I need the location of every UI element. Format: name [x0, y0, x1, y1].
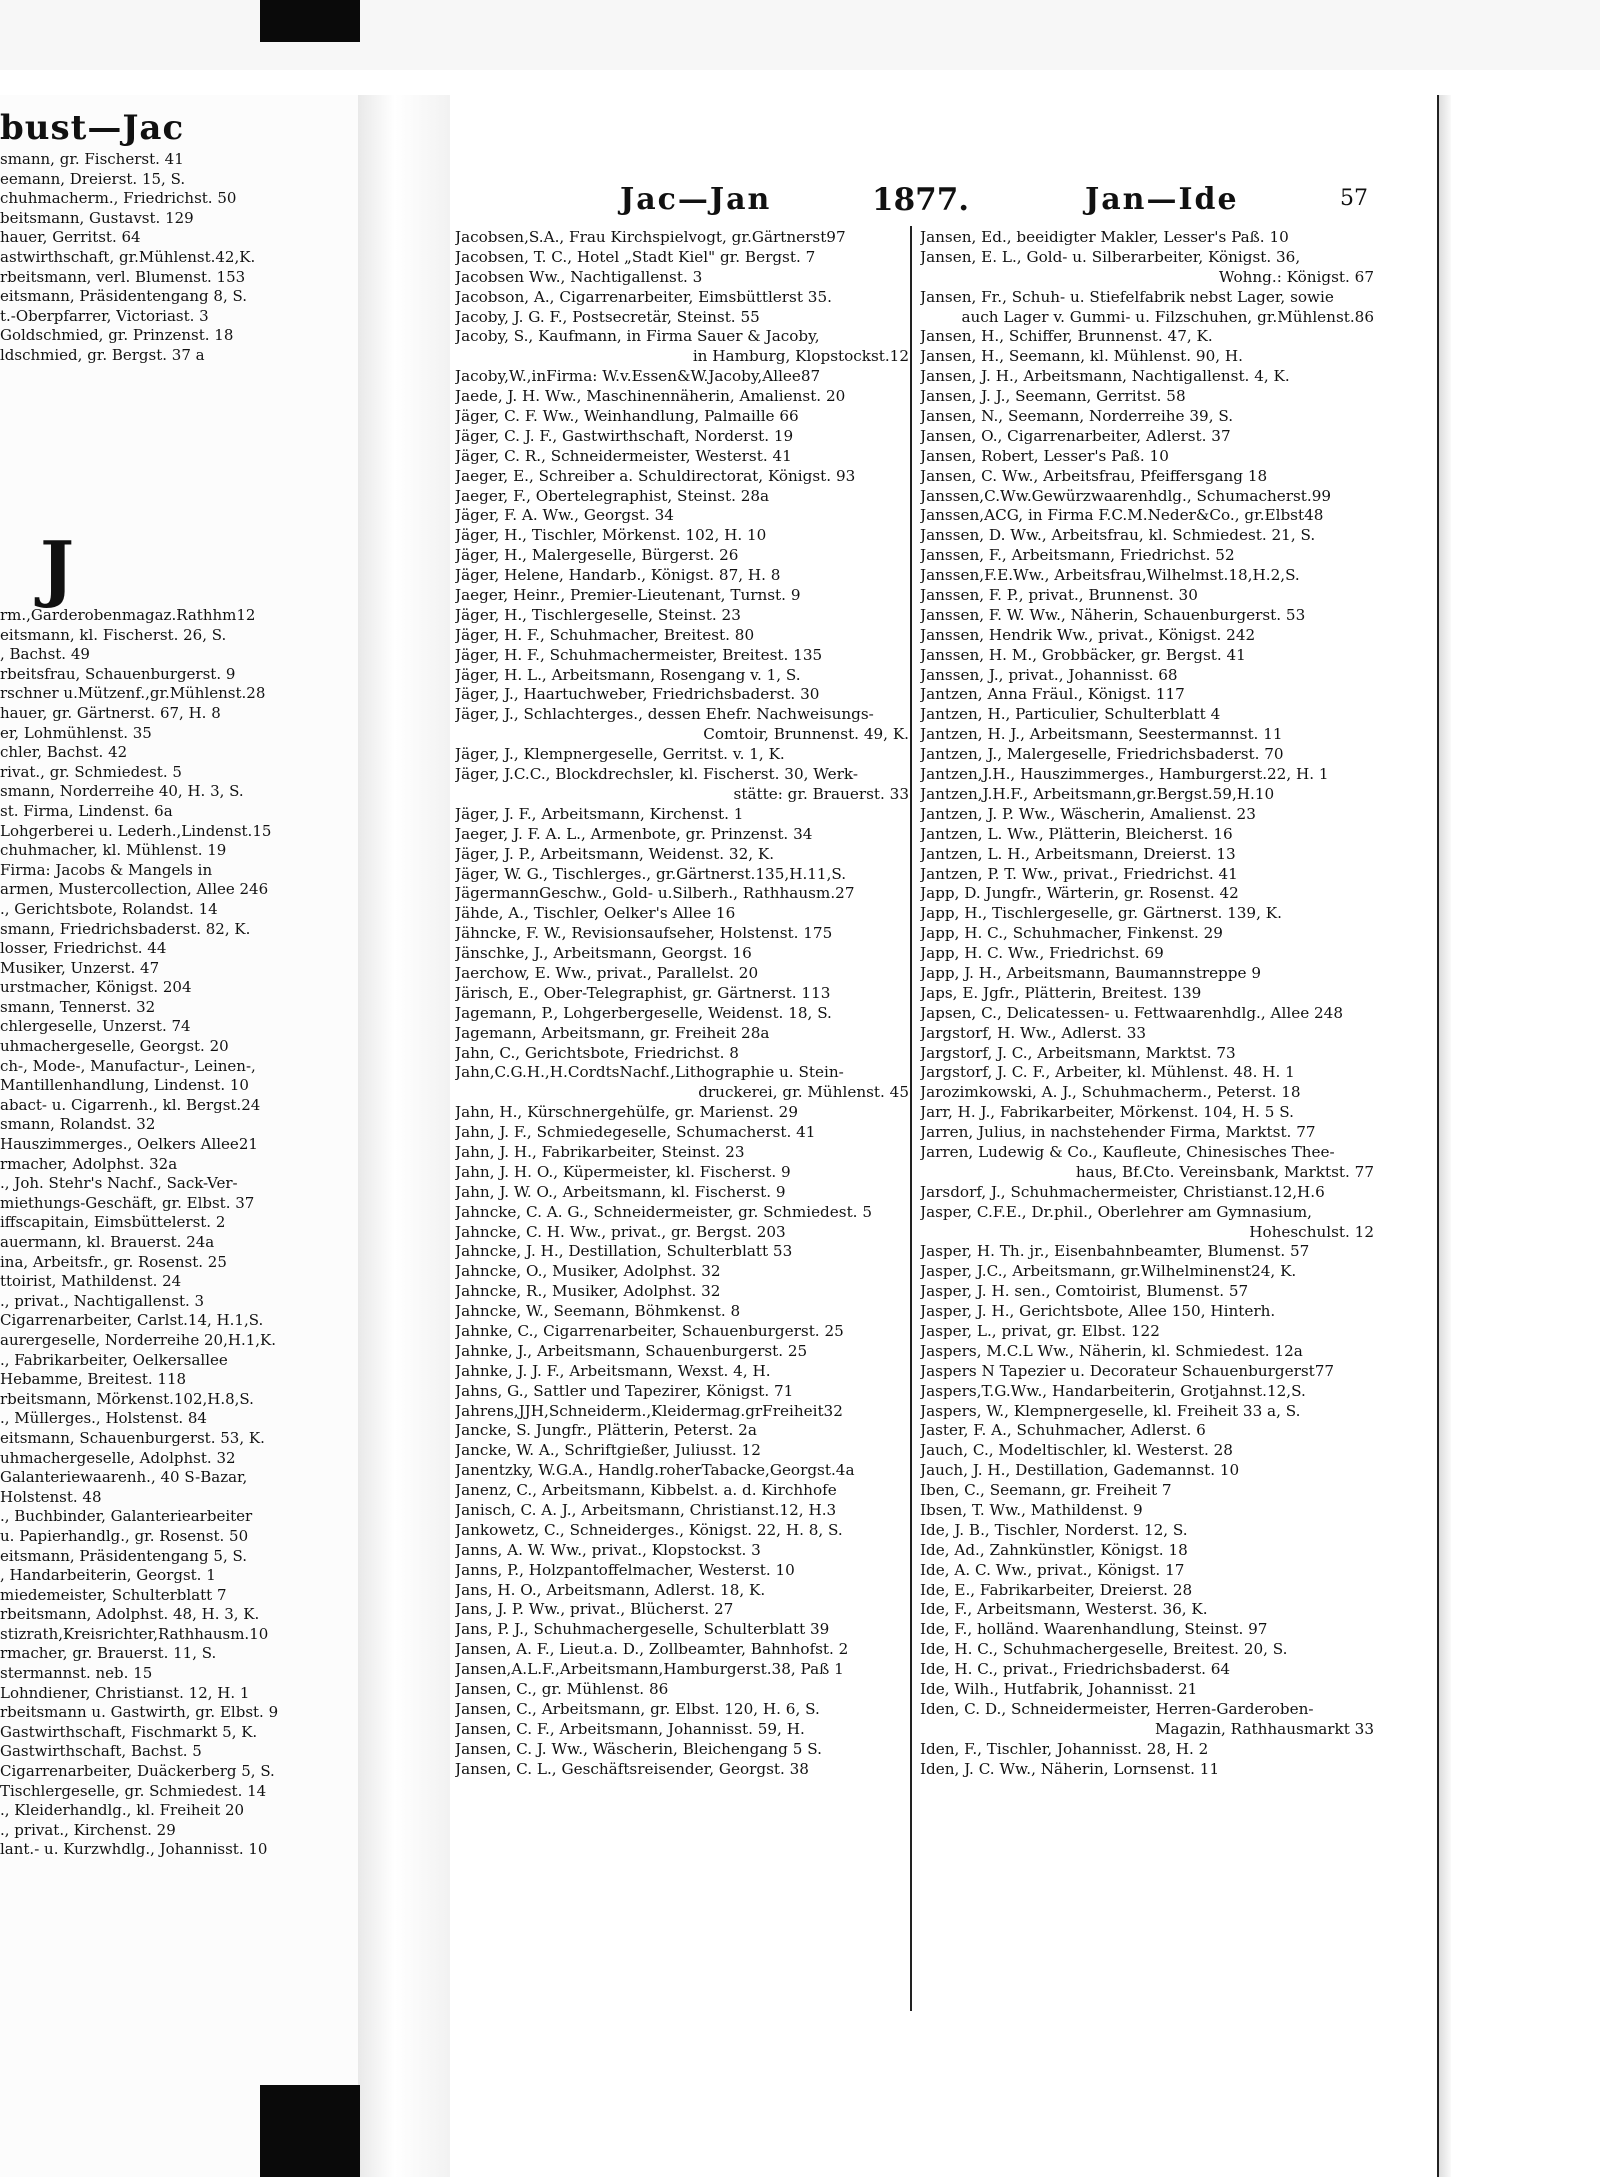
directory-entry: Janssen,ACG, in Firma F.C.M.Neder&Co., gr.Elbst48	[920, 506, 1324, 525]
directory-entry: uhmachergeselle, Georgst. 20	[0, 1037, 229, 1056]
left-page-header: bust—Jac	[0, 108, 185, 148]
directory-entry: Ide, Wilh., Hutfabrik, Johannisst. 21	[920, 1680, 1198, 1699]
directory-entry: Jansen, J. H., Arbeitsmann, Nachtigallenst. 4, K.	[920, 367, 1290, 386]
directory-entry: Jahrens,JJH,Schneiderm.,Kleidermag.grFreiheit32	[455, 1401, 843, 1420]
directory-entry: Japp, H. C. Ww., Friedrichst. 69	[920, 944, 1164, 963]
directory-column-1	[455, 228, 915, 1779]
directory-entry: Jahncke, C. A. G., Schneidermeister, gr. Schmiedest. 5	[455, 1202, 872, 1221]
directory-entry: Jauch, J. H., Destillation, Gademannst. 10	[920, 1461, 1240, 1480]
directory-entry: Jäger, F. A. Ww., Georgst. 34	[455, 506, 674, 525]
directory-entry: rbeitsmann, Mörkenst.102,H.8,S.	[0, 1389, 254, 1408]
directory-entry: Jaerchow, E. Ww., privat., Parallelst. 20	[455, 963, 759, 982]
directory-entry: Ide, Ad., Zahnkünstler, Königst. 18	[920, 1540, 1188, 1559]
directory-entry: rbeitsmann, Adolphst. 48, H. 3, K.	[0, 1605, 260, 1624]
directory-entry: abact- u. Cigarrenh., kl. Bergst.24	[0, 1095, 261, 1114]
directory-entry: Jahn, J. H. O., Küpermeister, kl. Fischerst. 9	[455, 1162, 791, 1181]
directory-entry: ., Fabrikarbeiter, Oelkersallee	[0, 1350, 228, 1369]
directory-entry: Jähde, A., Tischler, Oelker's Allee 16	[455, 904, 736, 923]
directory-entry: Jäger, J. P., Arbeitsmann, Weidenst. 32, K.	[455, 844, 775, 863]
directory-entry: Hebamme, Breitest. 118	[0, 1370, 187, 1389]
directory-entry: Janssen, F., Arbeitsmann, Friedrichst. 52	[920, 546, 1235, 565]
directory-entry: Jäger, H. F., Schuhmachermeister, Breitest. 135	[455, 645, 823, 664]
directory-entry: smann, Rolandst. 32	[0, 1115, 156, 1134]
directory-entry: rbeitsmann, verl. Blumenst. 153	[0, 267, 246, 286]
directory-entry: stizrath,Kreisrichter,Rathhausm.10	[0, 1624, 269, 1643]
directory-entry: Japp, H. C., Schuhmacher, Finkenst. 29	[920, 924, 1223, 943]
directory-entry: Jahncke, J. H., Destillation, Schulterblatt 53	[455, 1242, 793, 1261]
directory-entry: Jänschke, J., Arbeitsmann, Georgst. 16	[455, 944, 752, 963]
directory-entry: Japsen, C., Delicatessen- u. Fettwaarenhdlg., Allee 248	[920, 1003, 1344, 1022]
directory-entry: eitsmann, Schauenburgerst. 53, K.	[0, 1428, 265, 1447]
entry-continuation: Comtoir, Brunnenst. 49, K.	[703, 725, 909, 744]
directory-entry: Jäger, J.C.C., Blockdrechsler, kl. Fischerst. 30, Werk-	[455, 765, 858, 784]
directory-entry: smann, Norderreihe 40, H. 3, S.	[0, 782, 244, 801]
directory-entry: Gastwirthschaft, Fischmarkt 5, K.	[0, 1722, 258, 1741]
directory-entry: Ide, H. C., Schuhmachergeselle, Breitest. 20, S.	[920, 1640, 1288, 1659]
directory-entry: Jahn, C., Gerichtsbote, Friedrichst. 8	[455, 1043, 739, 1062]
entry-continuation: haus, Bf.Cto. Vereinsbank, Marktst. 77	[1075, 1162, 1374, 1181]
directory-entry: Jäger, W. G., Tischlerges., gr.Gärtnerst.135,H.11,S.	[455, 864, 847, 883]
binding-clip-top	[260, 0, 360, 42]
directory-entry: Jahnke, J. J. F., Arbeitsmann, Wexst. 4, H.	[455, 1361, 771, 1380]
directory-entry: Jaeger, E., Schreiber a. Schuldirectorat, Königst. 93	[455, 466, 856, 485]
directory-entry: eitsmann, Präsidentengang 5, S.	[0, 1546, 247, 1565]
directory-entry: uhmachergeselle, Adolphst. 32	[0, 1448, 236, 1467]
directory-entry: Holstenst. 48	[0, 1487, 102, 1506]
directory-entry: rbeitsfrau, Schauenburgerst. 9	[0, 664, 236, 683]
directory-entry: Jacobson, A., Cigarrenarbeiter, Eimsbüttlerst 35.	[455, 287, 832, 306]
directory-entry: Ide, A. C. Ww., privat., Königst. 17	[920, 1560, 1185, 1579]
directory-entry: ., privat., Nachtigallenst. 3	[0, 1291, 205, 1310]
directory-entry: Jasper, J. H., Gerichtsbote, Allee 150, Hinterh.	[920, 1302, 1276, 1321]
directory-entry: eemann, Dreierst. 15, S.	[0, 169, 186, 188]
directory-entry: Jarren, Julius, in nachstehender Firma, Marktst. 77	[920, 1123, 1316, 1142]
directory-entry: Jansen, C. L., Geschäftsreisender, Georgst. 38	[455, 1759, 809, 1778]
directory-entry: Jansen, C. J. Ww., Wäscherin, Bleichengang 5 S.	[455, 1739, 822, 1758]
directory-entry: Jäger, J. F., Arbeitsmann, Kirchenst. 1	[455, 804, 744, 823]
directory-entry: ., Buchbinder, Galanteriearbeiter	[0, 1507, 253, 1526]
directory-entry: Jahn, J. F., Schmiedegeselle, Schumacherst. 41	[455, 1123, 816, 1142]
directory-entry: Jankowetz, C., Schneiderges., Königst. 22, H. 8, S.	[455, 1520, 843, 1539]
directory-entry: urstmacher, Königst. 204	[0, 978, 192, 997]
directory-entry: Jahncke, O., Musiker, Adolphst. 32	[455, 1262, 721, 1281]
directory-entry: Jäger, H., Tischlergeselle, Steinst. 23	[455, 605, 741, 624]
directory-entry: astwirthschaft, gr.Mühlenst.42,K.	[0, 247, 256, 266]
directory-entry: Jantzen, H. J., Arbeitsmann, Seestermannst. 11	[920, 725, 1283, 744]
directory-entry: Jansen, E. L., Gold- u. Silberarbeiter, Königst. 36,	[920, 247, 1301, 266]
directory-entry: Jans, J. P. Ww., privat., Blücherst. 27	[455, 1600, 734, 1619]
left-page-section-initial: J	[40, 525, 75, 610]
entry-continuation: auch Lager v. Gummi- u. Filzschuhen, gr.Mühlenst.86	[961, 307, 1374, 326]
header-right-range: Jan—Ide	[1085, 182, 1239, 217]
directory-entry: Janisch, C. A. J., Arbeitsmann, Christianst.12, H.3	[455, 1501, 837, 1519]
directory-entry: u. Papierhandlg., gr. Rosenst. 50	[0, 1526, 249, 1545]
directory-entry: Jaspers, M.C.L Ww., Näherin, kl. Schmiedest. 12a	[920, 1341, 1303, 1360]
directory-entry: chuhmacher, kl. Mühlenst. 19	[0, 841, 227, 860]
directory-entry: Jansen, A. F., Lieut.a. D., Zollbeamter, Bahnhofst. 2	[455, 1640, 849, 1659]
directory-entry: Jaspers, W., Klempnergeselle, kl. Freiheit 33 a, S.	[920, 1401, 1301, 1420]
directory-entry: Jansen, C., gr. Mühlenst. 86	[455, 1680, 669, 1699]
directory-entry: Iden, J. C. Ww., Näherin, Lornsenst. 11	[920, 1759, 1220, 1778]
directory-entry: Janssen, H. M., Grobbäcker, gr. Bergst. 41	[920, 645, 1246, 664]
directory-entry: Iben, C., Seemann, gr. Freiheit 7	[920, 1481, 1172, 1500]
directory-column-2	[920, 228, 1380, 1779]
directory-entry: ina, Arbeitsfr., gr. Rosenst. 25	[0, 1252, 227, 1271]
directory-entry: Jasper, L., privat, gr. Elbst. 122	[920, 1321, 1160, 1340]
scan-top-margin	[0, 0, 1600, 70]
directory-entry: Mantillenhandlung, Lindenst. 10	[0, 1076, 249, 1095]
directory-entry: Jahns, G., Sattler und Tapezirer, Königst. 71	[455, 1381, 794, 1400]
directory-entry: Jacoby,W.,inFirma: W.v.Essen&W.Jacoby,Allee87	[455, 367, 821, 386]
header-left-range: Jac—Jan	[620, 182, 772, 217]
directory-entry: Jaster, F. A., Schuhmacher, Adlerst. 6	[920, 1421, 1206, 1440]
directory-entry: rmacher, Adolphst. 32a	[0, 1154, 178, 1173]
directory-entry: Jacobsen, T. C., Hotel „Stadt Kiel" gr. Bergst. 7	[455, 247, 816, 266]
directory-entry: Japp, J. H., Arbeitsmann, Baumannstreppe 9	[920, 963, 1261, 982]
directory-entry: smann, Tennerst. 32	[0, 997, 156, 1016]
entry-continuation: druckerei, gr. Mühlenst. 45	[698, 1083, 909, 1102]
directory-entry: Jancke, S. Jungfr., Plätterin, Peterst. 2a	[455, 1421, 757, 1440]
directory-entry: ttoirist, Mathildenst. 24	[0, 1272, 182, 1291]
directory-entry: Jahn, J. W. O., Arbeitsmann, kl. Fischerst. 9	[455, 1182, 786, 1201]
directory-entry: Japp, H., Tischlergeselle, gr. Gärtnerst. 139, K.	[920, 904, 1282, 923]
directory-entry: Jagemann, P., Lohgerbergeselle, Weidenst. 18, S.	[455, 1003, 832, 1022]
directory-entry: Jähncke, F. W., Revisionsaufseher, Holstenst. 175	[455, 924, 833, 943]
entry-continuation: in Hamburg, Klopstockst.12	[692, 347, 909, 366]
directory-entry: Jantzen, J. P. Ww., Wäscherin, Amalienst. 23	[920, 804, 1256, 823]
directory-entry: Tischlergeselle, gr. Schmiedest. 14	[0, 1781, 267, 1800]
directory-entry: st. Firma, Lindenst. 6a	[0, 801, 173, 820]
directory-entry: Jacobsen Ww., Nachtigallenst. 3	[455, 267, 703, 286]
directory-entry: Jahn, J. H., Fabrikarbeiter, Steinst. 23	[455, 1142, 745, 1161]
directory-entry: Jahn,C.G.H.,H.CordtsNachf.,Lithographie u. Stein-	[455, 1063, 844, 1082]
directory-entry: Japs, E. Jgfr., Plätterin, Breitest. 139	[920, 983, 1202, 1002]
directory-entry: Ibsen, T. Ww., Mathildenst. 9	[920, 1501, 1143, 1519]
directory-entry: ., Joh. Stehr's Nachf., Sack-Ver-	[0, 1174, 238, 1193]
directory-entry: Jäger, J., Klempnergeselle, Gerritst. v. 1, K.	[455, 745, 785, 764]
directory-entry: hauer, Gerritst. 64	[0, 228, 141, 247]
directory-entry: beitsmann, Gustavst. 129	[0, 208, 194, 227]
directory-entry: Janssen, D. Ww., Arbeitsfrau, kl. Schmiedest. 21, S.	[920, 526, 1316, 545]
directory-entry: Jäger, J., Haartuchweber, Friedrichsbaderst. 30	[455, 685, 820, 704]
directory-entry: Jansen, J. J., Seemann, Gerritst. 58	[920, 387, 1186, 406]
directory-entry: Jahncke, C. H. Ww., privat., gr. Bergst. 203	[455, 1222, 786, 1241]
entry-continuation: Wohng.: Königst. 67	[1218, 267, 1374, 286]
directory-entry: Jarozimkowski, A. J., Schuhmacherm., Peterst. 18	[920, 1083, 1301, 1102]
directory-entry: Jargstorf, H. Ww., Adlerst. 33	[920, 1023, 1147, 1042]
directory-entry: Jansen, Robert, Lesser's Paß. 10	[920, 446, 1169, 465]
directory-entry: t.-Oberpfarrer, Victoriast. 3	[0, 306, 209, 325]
directory-entry: Järisch, E., Ober-Telegraphist, gr. Gärtnerst. 113	[455, 983, 831, 1002]
directory-entry: ldschmied, gr. Bergst. 37 a	[0, 345, 205, 364]
directory-entry: Firma: Jacobs & Mangels in	[0, 860, 213, 879]
directory-entry: Jargstorf, J. C., Arbeitsmann, Marktst. 73	[920, 1043, 1236, 1062]
entry-continuation: Hoheschulst. 12	[1249, 1222, 1374, 1241]
directory-entry: Jarsdorf, J., Schuhmachermeister, Christianst.12,H.6	[920, 1182, 1325, 1201]
directory-entry: Janssen, F. P., privat., Brunnenst. 30	[920, 586, 1198, 605]
directory-entry: Jansen, Ed., beeidigter Makler, Lesser's Paß. 10	[920, 228, 1289, 246]
directory-entry: Janssen, J., privat., Johannisst. 68	[920, 665, 1178, 684]
directory-entry: Jahncke, R., Musiker, Adolphst. 32	[455, 1282, 721, 1301]
directory-entry: Jaspers N Tapezier u. Decorateur Schauenburgerst77	[920, 1361, 1335, 1380]
left-page-column-bottom	[0, 606, 358, 1860]
directory-entry: Jantzen,J.H., Hauszimmerges., Hamburgerst.22, H. 1	[920, 765, 1329, 784]
directory-entry: Ide, F., holländ. Waarenhandlung, Steinst. 97	[920, 1620, 1268, 1639]
directory-entry: Jacoby, S., Kaufmann, in Firma Sauer & Jacoby,	[455, 327, 820, 346]
directory-entry: rivat., gr. Schmiedest. 5	[0, 762, 182, 781]
directory-entry: Jauch, C., Modeltischler, kl. Westerst. 28	[920, 1441, 1233, 1460]
book-gutter	[358, 95, 450, 2177]
directory-entry: Jaspers,T.G.Ww., Handarbeiterin, Grotjahnst.12,S.	[920, 1381, 1306, 1400]
directory-entry: Jaeger, J. F. A. L., Armenbote, gr. Prinzenst. 34	[455, 824, 813, 843]
directory-entry: Jäger, C. R., Schneidermeister, Westerst. 41	[455, 446, 792, 465]
directory-entry: Jantzen, J., Malergeselle, Friedrichsbaderst. 70	[920, 745, 1284, 764]
directory-entry: Jaeger, Heinr., Premier-Lieutenant, Turnst. 9	[455, 586, 801, 605]
directory-entry: Cigarrenarbeiter, Carlst.14, H.1,S.	[0, 1311, 264, 1330]
directory-entry: hauer, gr. Gärtnerst. 67, H. 8	[0, 703, 221, 722]
directory-entry: Gastwirthschaft, Bachst. 5	[0, 1742, 202, 1761]
binding-clip-bottom	[260, 2085, 360, 2177]
directory-entry: Jancke, W. A., Schriftgießer, Juliusst. 12	[455, 1441, 761, 1460]
directory-entry: Jahn, H., Kürschnergehülfe, gr. Marienst. 29	[455, 1103, 798, 1122]
directory-entry: Ide, J. B., Tischler, Norderst. 12, S.	[920, 1520, 1188, 1539]
directory-entry: Janssen,C.Ww.Gewürzwaarenhdlg., Schumacherst.99	[920, 486, 1332, 505]
directory-entry: Jasper, H. Th. jr., Eisenbahnbeamter, Blumenst. 57	[920, 1242, 1310, 1261]
directory-entry: eitsmann, kl. Fischerst. 26, S.	[0, 625, 227, 644]
directory-entry: Jäger, H., Malergeselle, Bürgerst. 26	[455, 546, 739, 565]
directory-entry: chlergeselle, Unzerst. 74	[0, 1017, 191, 1036]
directory-entry: Jans, P. J., Schuhmachergeselle, Schulterblatt 39	[455, 1620, 830, 1639]
directory-entry: Lohndiener, Christianst. 12, H. 1	[0, 1683, 250, 1702]
directory-entry: Jahncke, W., Seemann, Böhmkenst. 8	[455, 1302, 741, 1321]
directory-entry: Ide, F., Arbeitsmann, Westerst. 36, K.	[920, 1600, 1208, 1619]
directory-entry: Jansen, Fr., Schuh- u. Stiefelfabrik nebst Lager, sowie	[920, 287, 1334, 306]
directory-entry: Jansen, H., Seemann, kl. Mühlenst. 90, H.	[920, 347, 1243, 366]
directory-entry: Jäger, Helene, Handarb., Königst. 87, H. 8	[455, 566, 781, 585]
directory-entry: Jagemann, Arbeitsmann, gr. Freiheit 28a	[455, 1023, 770, 1042]
directory-entry: Jarren, Ludewig & Co., Kaufleute, Chinesisches Thee-	[920, 1142, 1335, 1161]
directory-entry: Jäger, H. F., Schuhmacher, Breitest. 80	[455, 625, 755, 644]
directory-entry: Janssen, Hendrik Ww., privat., Königst. 242	[920, 625, 1256, 644]
directory-entry: Jaeger, F., Obertelegraphist, Steinst. 28a	[455, 486, 770, 505]
directory-entry: Jargstorf, J. C. F., Arbeiter, kl. Mühlenst. 48. H. 1	[920, 1063, 1295, 1082]
directory-entry: Jantzen, L. H., Arbeitsmann, Dreierst. 13	[920, 844, 1236, 863]
directory-entry: losser, Friedrichst. 44	[0, 939, 167, 958]
directory-entry: Jäger, J., Schlachterges., dessen Ehefr. Nachweisungs-	[455, 705, 874, 724]
directory-entry: Jantzen, L. Ww., Plätterin, Bleicherst. 16	[920, 824, 1233, 843]
directory-entry: lant.- u. Kurzwhdlg., Johannisst. 10	[0, 1840, 268, 1859]
directory-entry: ch-, Mode-, Manufactur-, Leinen-,	[0, 1056, 256, 1075]
left-page-column-top	[0, 150, 358, 366]
directory-entry: rmacher, gr. Brauerst. 11, S.	[0, 1644, 217, 1663]
directory-entry: Ide, H. C., privat., Friedrichsbaderst. 64	[920, 1660, 1231, 1679]
directory-entry: Jans, H. O., Arbeitsmann, Adlerst. 18, K.	[455, 1580, 766, 1599]
directory-entry: ., Gerichtsbote, Rolandst. 14	[0, 899, 218, 918]
page-number: 57	[1340, 186, 1368, 211]
directory-entry: Hauszimmerges., Oelkers Allee21	[0, 1135, 258, 1154]
directory-entry: Jansen, O., Cigarrenarbeiter, Adlerst. 37	[920, 426, 1231, 445]
directory-entry: eitsmann, Präsidentengang 8, S.	[0, 287, 247, 306]
directory-entry: ., Müllerges., Holstenst. 84	[0, 1409, 207, 1428]
directory-entry: miedemeister, Schulterblatt 7	[0, 1585, 227, 1604]
directory-entry: Jansen,A.L.F.,Arbeitsmann,Hamburgerst.38, Paß 1	[455, 1660, 844, 1679]
directory-entry: Jansen, N., Seemann, Norderreihe 39, S.	[920, 407, 1234, 426]
directory-entry: stermannst. neb. 15	[0, 1664, 153, 1683]
directory-entry: Ide, E., Fabrikarbeiter, Dreierst. 28	[920, 1580, 1193, 1599]
directory-entry: Musiker, Unzerst. 47	[0, 958, 160, 977]
directory-entry: Jansen, C., Arbeitsmann, gr. Elbst. 120, H. 6, S.	[455, 1699, 820, 1718]
directory-entry: Jäger, C. J. F., Gastwirthschaft, Norderst. 19	[455, 426, 794, 445]
directory-entry: rbeitsmann u. Gastwirth, gr. Elbst. 9	[0, 1703, 279, 1722]
directory-entry: Jäger, H. L., Arbeitsmann, Rosengang v. 1, S.	[455, 665, 801, 684]
directory-entry: Lohgerberei u. Lederh.,Lindenst.15	[0, 821, 272, 840]
directory-entry: Jantzen,J.H.F., Arbeitsmann,gr.Bergst.59,H.10	[920, 784, 1275, 803]
directory-entry: Jantzen, H., Particulier, Schulterblatt 4	[920, 705, 1221, 724]
directory-entry: Japp, D. Jungfr., Wärterin, gr. Rosenst. 42	[920, 884, 1239, 903]
directory-entry: Jansen, C. F., Arbeitsmann, Johannisst. 59, H.	[455, 1719, 805, 1738]
directory-entry: Jantzen, Anna Fräul., Königst. 117	[920, 685, 1185, 704]
directory-entry: rschner u.Mützenf.,gr.Mühlenst.28	[0, 684, 266, 703]
entry-continuation: Magazin, Rathhausmarkt 33	[1155, 1719, 1374, 1738]
entry-continuation: stätte: gr. Brauerst. 33	[733, 784, 909, 803]
directory-entry: Jasper, C.F.E., Dr.phil., Oberlehrer am Gymnasium,	[920, 1202, 1312, 1221]
directory-entry: rm.,Garderobenmagaz.Rathhm12	[0, 606, 256, 624]
directory-entry: armen, Mustercollection, Allee 246	[0, 880, 269, 899]
directory-entry: Jacoby, J. G. F., Postsecretär, Steinst. 55	[455, 307, 760, 326]
directory-entry: Janssen,F.E.Ww., Arbeitsfrau,Wilhelmst.18,H.2,S.	[920, 566, 1300, 585]
directory-entry: auermann, kl. Brauerst. 24a	[0, 1233, 215, 1251]
directory-entry: Jaede, J. H. Ww., Maschinennäherin, Amalienst. 20	[455, 387, 846, 406]
directory-entry: Iden, C. D., Schneidermeister, Herren-Garderoben-	[920, 1699, 1314, 1718]
directory-entry: aurergeselle, Norderreihe 20,H.1,K.	[0, 1330, 276, 1349]
directory-entry: Galanteriewaarenh., 40 S-Bazar,	[0, 1468, 248, 1487]
directory-entry: Janentzky, W.G.A., Handlg.roherTabacke,Georgst.4a	[455, 1461, 855, 1480]
page-edge	[1437, 95, 1451, 2177]
directory-entry: Jäger, H., Tischler, Mörkenst. 102, H. 10	[455, 526, 767, 545]
directory-entry: Janssen, F. W. Ww., Näherin, Schauenburgerst. 53	[920, 605, 1306, 624]
directory-entry: Jahnke, J., Arbeitsmann, Schauenburgerst. 25	[455, 1341, 808, 1360]
directory-entry: Janenz, C., Arbeitsmann, Kibbelst. a. d. Kirchhofe	[455, 1481, 837, 1500]
directory-entry: Jahnke, C., Cigarrenarbeiter, Schauenburgerst. 25	[455, 1321, 844, 1340]
directory-entry: Jansen, H., Schiffer, Brunnenst. 47, K.	[920, 327, 1213, 346]
directory-entry: Jantzen, P. T. Ww., privat., Friedrichst. 41	[920, 864, 1238, 883]
directory-entry: Jansen, C. Ww., Arbeitsfrau, Pfeiffersgang 18	[920, 466, 1268, 485]
directory-entry: ., Kleiderhandlg., kl. Freiheit 20	[0, 1801, 245, 1820]
directory-entry: Janns, P., Holzpantoffelmacher, Westerst. 10	[455, 1560, 795, 1579]
directory-entry: JägermannGeschw., Gold- u.Silberh., Rathhausm.27	[455, 884, 855, 903]
header-year: 1877.	[872, 182, 970, 218]
directory-entry: Janns, A. W. Ww., privat., Klopstockst. 3	[455, 1540, 761, 1559]
directory-entry: iffscapitain, Eimsbüttelerst. 2	[0, 1213, 226, 1232]
directory-entry: chuhmacherm., Friedrichst. 50	[0, 189, 237, 208]
directory-entry: er, Lohmühlenst. 35	[0, 723, 152, 742]
directory-entry: Jasper, J.C., Arbeitsmann, gr.Wilhelminenst24, K.	[920, 1262, 1297, 1281]
directory-entry: smann, Friedrichsbaderst. 82, K.	[0, 919, 251, 938]
directory-entry: , Handarbeiterin, Georgst. 1	[0, 1566, 216, 1585]
directory-entry: , Bachst. 49	[0, 645, 90, 664]
directory-entry: miethungs-Geschäft, gr. Elbst. 37	[0, 1193, 255, 1212]
directory-entry: smann, gr. Fischerst. 41	[0, 150, 184, 168]
column-rule	[910, 226, 912, 2011]
directory-entry: Jarr, H. J., Fabrikarbeiter, Mörkenst. 104, H. 5 S.	[920, 1103, 1294, 1122]
directory-entry: Iden, F., Tischler, Johannisst. 28, H. 2	[920, 1739, 1209, 1758]
directory-entry: Jäger, C. F. Ww., Weinhandlung, Palmaille 66	[455, 407, 799, 426]
directory-entry: Jacobsen,S.A., Frau Kirchspielvogt, gr.Gärtnerst97	[455, 228, 846, 246]
directory-entry: ., privat., Kirchenst. 29	[0, 1820, 176, 1839]
directory-entry: Cigarrenarbeiter, Duäckerberg 5, S.	[0, 1762, 275, 1781]
directory-entry: Goldschmied, gr. Prinzenst. 18	[0, 326, 234, 345]
directory-entry: Jasper, J. H. sen., Comtoirist, Blumenst. 57	[920, 1282, 1249, 1301]
directory-entry: chler, Bachst. 42	[0, 743, 128, 762]
